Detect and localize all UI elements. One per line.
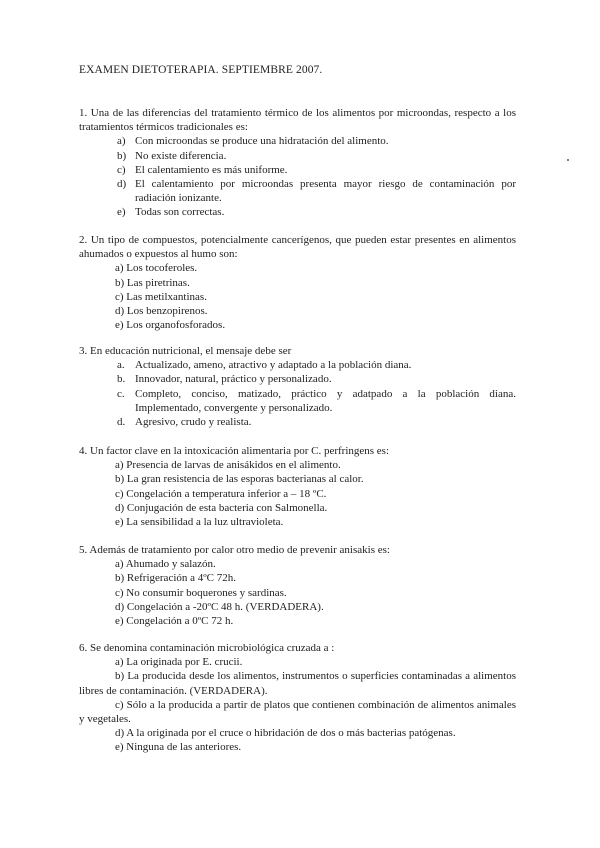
option-label: b) — [117, 149, 127, 162]
option-2b: b) Las piretrinas. — [115, 276, 190, 289]
option-label: b. — [117, 373, 126, 386]
option-label: c) — [117, 163, 126, 176]
option-text: El calentamiento es más uniforme. — [135, 163, 288, 176]
exam-title: EXAMEN DIETOTERAPIA. SEPTIEMBRE 2007. — [79, 64, 323, 76]
option-6b: b) La producida desde los alimentos, instrumentos o superficies contaminadas a alimentos libres de contaminación. (VERDADERA). — [79, 670, 516, 697]
option-text: Con microondas se produce una hidratación del alimento. — [135, 135, 389, 148]
option-1b — [79, 149, 516, 163]
option-text: No existe diferencia. — [135, 149, 227, 162]
option-5d: d) Congelación a -20ºC 48 h. (VERDADERA). — [115, 600, 324, 613]
option-label: a) — [117, 135, 126, 148]
option-label: c. — [117, 387, 125, 400]
option-1c — [79, 163, 516, 177]
question-3-options — [79, 358, 516, 429]
option-6a: a) La originada por E. crucii. — [115, 656, 243, 669]
question-1-stem: 1. Una de las diferencias del tratamiento térmico de los alimentos por microondas, respecto a los tratamientos térmicos tradicionales es: — [79, 107, 516, 134]
option-5b: b) Refrigeración a 4ºC 72h. — [115, 572, 237, 585]
question-2-options — [79, 261, 516, 332]
option-4a: a) Presencia de larvas de anisákidos en el alimento. — [115, 459, 341, 472]
question-1 — [79, 106, 516, 220]
question-5 — [79, 543, 516, 628]
option-4e: e) La sensibilidad a la luz ultravioleta. — [115, 516, 284, 529]
option-3d — [79, 415, 516, 429]
option-3c — [79, 387, 516, 415]
option-text: Innovador, natural, práctico y personalizado. — [135, 373, 332, 386]
option-5e: e) Congelación a 0ºC 72 h. — [115, 615, 234, 628]
option-3a — [79, 358, 516, 372]
option-label: d) — [117, 178, 127, 191]
option-text: El calentamiento por microondas presenta mayor riesgo de contaminación por radiación ionizante. — [135, 178, 516, 205]
option-text: Completo, conciso, matizado, práctico y adatpado a la población diana. Implementado, convergente y personalizado. — [135, 387, 516, 414]
option-4b: b) La gran resistencia de las esporas bacterianas al calor. — [115, 473, 364, 486]
scan-speck — [567, 159, 569, 161]
option-6e: e) Ninguna de las anteriores. — [115, 741, 242, 754]
question-2 — [79, 233, 516, 332]
question-4-stem: 4. Un factor clave en la intoxicación alimentaria por C. perfringens es: — [79, 445, 390, 457]
option-5c: c) No consumir boquerones y sardinas. — [115, 586, 287, 599]
option-6d: d) A la originada por el cruce o hibridación de dos o más bacterias patógenas. — [115, 727, 456, 740]
question-6-options — [79, 655, 516, 754]
option-2d: d) Los benzopirenos. — [115, 305, 208, 318]
option-5a: a) Ahumado y salazón. — [115, 558, 216, 571]
question-5-stem: 5. Además de tratamiento por calor otro medio de prevenir anisakis es: — [79, 544, 390, 556]
question-6 — [79, 641, 516, 755]
option-6c: c) Sólo a la producida a partir de platos que contienen combinación de alimentos animales y vegetales. — [79, 698, 516, 726]
option-2e: e) Los organofosforados. — [115, 319, 226, 332]
option-1a — [79, 134, 516, 148]
option-label: d. — [117, 416, 126, 429]
option-text: Todas son correctas. — [135, 206, 225, 219]
question-1-options — [79, 134, 516, 219]
option-1d — [79, 177, 516, 205]
question-4-options — [79, 458, 516, 529]
question-3-stem: 3. En educación nutricional, el mensaje debe ser — [79, 345, 292, 357]
question-2-stem: 2. Un tipo de compuestos, potencialmente cancerígenos, que pueden estar presentes en alimentos ahumados o expuestos al humo son: — [79, 234, 516, 261]
option-2c: c) Las metilxantinas. — [115, 290, 207, 303]
option-text: Actualizado, ameno, atractivo y adaptado a la población diana. — [135, 359, 412, 372]
question-3 — [79, 344, 516, 429]
option-4d: d) Conjugación de esta bacteria con Salmonella. — [115, 501, 328, 514]
question-5-options — [79, 557, 516, 628]
option-2a: a) Los tocoferoles. — [115, 262, 198, 275]
option-3b — [79, 372, 516, 386]
question-4 — [79, 444, 516, 529]
option-1e — [79, 205, 516, 219]
option-label: e) — [117, 206, 126, 219]
option-text: Agresivo, crudo y realista. — [135, 416, 252, 429]
question-6-stem: 6. Se denomina contaminación microbiológica cruzada a : — [79, 642, 335, 654]
option-4c: c) Congelación a temperatura inferior a – 18 ºC. — [115, 487, 327, 500]
option-label: a. — [117, 359, 125, 372]
